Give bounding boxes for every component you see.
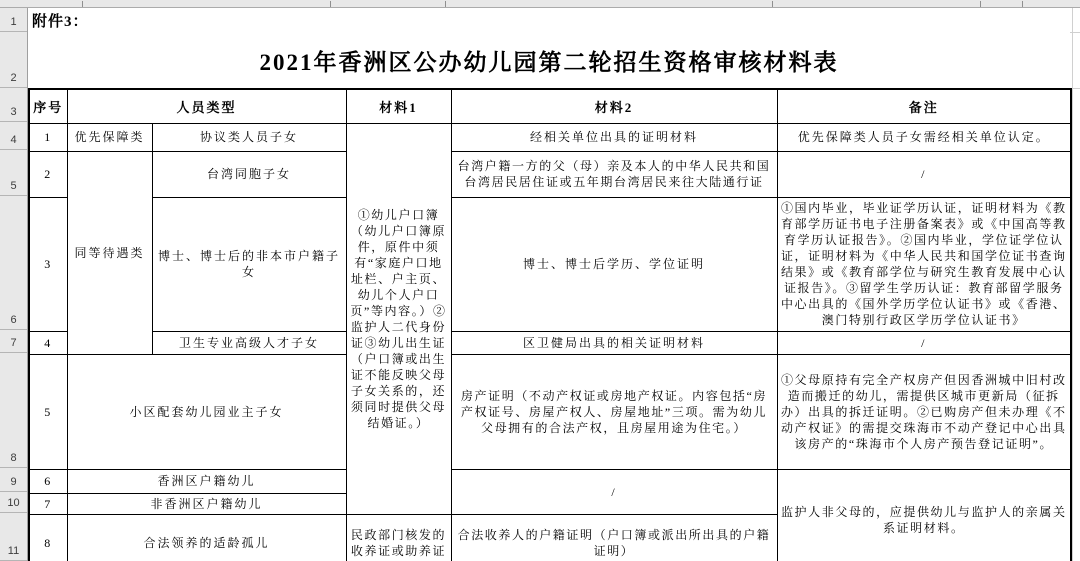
category-text: 优先保障类 (74, 130, 145, 144)
cell-remark[interactable] (777, 331, 1071, 354)
row-no: 6 (44, 474, 53, 488)
cell-no[interactable] (29, 331, 67, 354)
row-header-8[interactable]: 8 (0, 353, 27, 468)
cell-person-type[interactable] (67, 514, 346, 561)
row-no: 3 (44, 257, 53, 271)
cell-no[interactable] (29, 354, 67, 469)
table-row (29, 354, 1071, 469)
material2-text: 经相关单位出具的证明材料 (529, 130, 698, 144)
materials-table (28, 88, 1072, 561)
cell-remark[interactable] (777, 197, 1071, 331)
grid-line (1072, 8, 1073, 561)
attachment-label[interactable]: 附件3： (32, 14, 89, 30)
cell-remark-merged[interactable] (777, 469, 1071, 561)
type-text: 香洲区户籍幼儿 (157, 474, 256, 488)
table-row (29, 123, 1071, 151)
type-text: 合法领养的适龄孤儿 (143, 535, 270, 550)
column-divider (1022, 1, 1023, 7)
material2-text: 博士、博士后学历、学位证明 (522, 257, 705, 271)
type-text: 非香洲区户籍幼儿 (150, 496, 263, 511)
row-no: 8 (44, 535, 53, 550)
category-text: 同等待遇类 (74, 245, 145, 260)
column-divider (330, 1, 331, 7)
type-text: 博士、博士后的非本市户籍子女 (157, 249, 340, 279)
row-no: 5 (44, 404, 53, 419)
cell-material2-merged[interactable] (451, 469, 777, 514)
column-divider (445, 1, 446, 7)
type-text: 小区配套幼儿园业主子女 (129, 404, 284, 419)
grid-line (1070, 32, 1080, 33)
type-text: 台湾同胞子女 (206, 167, 291, 181)
cell-person-type[interactable] (67, 469, 346, 493)
header-no[interactable]: 序号 (29, 89, 67, 123)
type-text: 协议类人员子女 (199, 130, 298, 144)
row-no: 2 (44, 167, 53, 181)
cell-material2[interactable] (451, 197, 777, 331)
remark-text: 优先保障类人员子女需经相关单位认定。 (797, 130, 1050, 144)
remark-text: / (921, 335, 927, 350)
row-header-1[interactable]: 1 (0, 8, 27, 32)
cell-no[interactable] (29, 197, 67, 331)
cell-category-merged[interactable] (67, 151, 152, 354)
material1-text: ①幼儿户口簿（幼儿户口簿原件，原件中须有“家庭户口地址栏、户主页、幼儿个人户口页”等内容。）②监护人二代身份证③幼儿出生证（户口簿或出生证不能反映父母子女关系的，还须同时提供父母结婚证。） (350, 207, 447, 430)
row-no: 7 (44, 496, 53, 511)
remark-text: 监护人非父母的，应提供幼儿与监护人的亲属关系证明材料。 (780, 505, 1067, 535)
cell-material2[interactable] (451, 123, 777, 151)
type-text: 卫生专业高级人才子女 (178, 335, 319, 350)
cell-person-type[interactable] (67, 493, 346, 514)
material2-text: 房产证明（不动产权证或房地产权证。内容包括“房产权证号、房屋产权人、房屋地址”三项。需为幼儿父母拥有的合法产权，且房屋用途为住宅。） (460, 388, 768, 435)
material2-text: 合法收养人的户籍证明（户口簿或派出所出具的户籍证明） (457, 527, 771, 558)
material2-text: 区卫健局出具的相关证明材料 (522, 335, 705, 350)
material1-text: 民政部门核发的收养证或助养证 (350, 527, 447, 558)
cell-category[interactable] (67, 123, 152, 151)
row-no: 1 (44, 130, 53, 144)
cell-material1[interactable] (346, 514, 451, 561)
header-person-type[interactable]: 人员类型 (67, 89, 346, 123)
column-header-strip (0, 0, 1080, 8)
row-header-4[interactable]: 4 (0, 122, 27, 150)
cell-material2[interactable] (451, 514, 777, 561)
table-row (29, 151, 1071, 197)
cell-remark[interactable] (777, 151, 1071, 197)
header-remark[interactable]: 备注 (777, 89, 1071, 123)
row-header-9[interactable]: 9 (0, 468, 27, 492)
cell-person-type[interactable] (152, 123, 346, 151)
cell-person-type[interactable] (152, 151, 346, 197)
remark-text: ①父母原持有完全产权房产但因香洲城中旧村改造而搬迁的幼儿，需提供区城市更新局（征拆办）出具的拆迁证明。②已购房产但未办理《不动产权证》的需提交珠海市不动产登记中心出具该房产的“珠海市个人房产预告登记证明”。 (780, 372, 1067, 451)
header-material1[interactable]: 材料1 (346, 89, 451, 123)
cell-material1-merged[interactable] (346, 123, 451, 514)
cell-no[interactable] (29, 151, 67, 197)
column-divider (772, 1, 773, 7)
row-header-6[interactable]: 6 (0, 196, 27, 330)
cell-no[interactable] (29, 469, 67, 493)
cell-no[interactable] (29, 123, 67, 151)
column-divider (82, 1, 83, 7)
row-no: 4 (44, 335, 53, 350)
cell-material2[interactable] (451, 151, 777, 197)
cell-person-type[interactable] (152, 197, 346, 331)
table-row (29, 469, 1071, 493)
cell-material2[interactable] (451, 331, 777, 354)
remark-text: / (921, 167, 927, 181)
table-header-row (29, 89, 1071, 123)
page-title[interactable]: 2021年香洲区公办幼儿园第二轮招生资格审核材料表 (259, 49, 839, 75)
table-row (29, 331, 1071, 354)
material2-text: 台湾户籍一方的父（母）亲及本人的中华人民共和国台湾居民居住证或五年期台湾居民来往大陆通行证 (457, 159, 771, 189)
cell-person-type[interactable] (67, 354, 346, 469)
row-header-7[interactable]: 7 (0, 330, 27, 353)
row-header-5[interactable]: 5 (0, 150, 27, 196)
row-number-gutter (0, 8, 28, 561)
cell-material2[interactable] (451, 354, 777, 469)
cell-remark[interactable] (777, 123, 1071, 151)
row-header-10[interactable]: 10 (0, 492, 27, 513)
material2-text: / (611, 484, 617, 499)
row-header-11[interactable]: 11 (0, 513, 27, 561)
row-header-3[interactable]: 3 (0, 88, 27, 122)
cell-remark[interactable] (777, 354, 1071, 469)
header-material2[interactable]: 材料2 (451, 89, 777, 123)
row-header-2[interactable]: 2 (0, 32, 27, 88)
column-divider (980, 1, 981, 7)
remark-text: ①国内毕业，毕业证学历认证，证明材料为《教育部学历证书电子注册备案表》或《中国高等教育学历认证报告》。②国内毕业，学位证学位认证，证明材料为《中华人民共和国学位证书查询结果》或《教育部学位与研究生教育发展中心认证报告》。③留学生学历认证：教育部留学服务中心出具的《国外学历学位认证书》或《香港、澳门特别行政区学历学位认证书》 (780, 201, 1067, 327)
cell-person-type[interactable] (152, 331, 346, 354)
cell-no[interactable] (29, 493, 67, 514)
table-row (29, 197, 1071, 331)
cell-no[interactable] (29, 514, 67, 561)
